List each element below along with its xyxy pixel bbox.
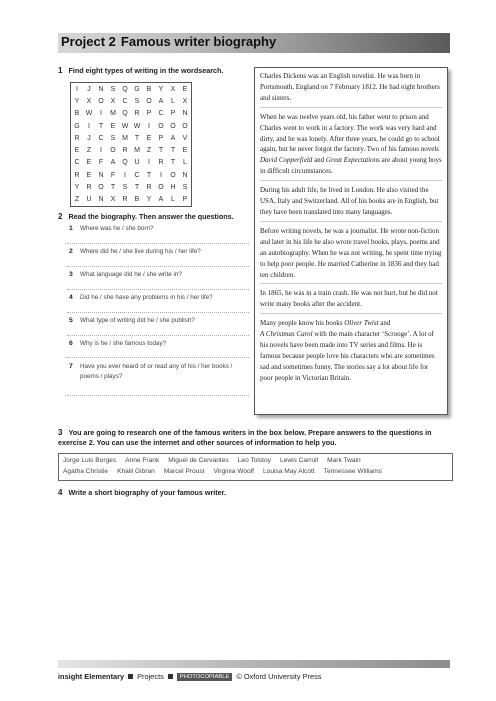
page-title	[61, 34, 276, 49]
wordsearch-letter[interactable]: T	[134, 134, 140, 142]
wordsearch-letter[interactable]: Z	[86, 147, 92, 155]
question-text: What type of writing did he / she publish?	[80, 317, 195, 324]
text-span: Many people know his books	[260, 319, 345, 328]
question-item[interactable]	[67, 336, 249, 358]
wordsearch-letter[interactable]: T	[146, 171, 152, 179]
book-title: Oliver Twist	[344, 319, 379, 328]
wordsearch-letter[interactable]: T	[134, 184, 140, 192]
wordsearch-letter[interactable]: F	[98, 159, 104, 167]
wordsearch-letter[interactable]: F	[110, 171, 116, 179]
question-text: Have you ever heard of or read any of his / her books / poems / plays?	[80, 363, 233, 380]
wordsearch-letter[interactable]: B	[134, 196, 140, 204]
writer-name: Lewis Carroll	[279, 457, 319, 464]
wordsearch-letter[interactable]: A	[110, 159, 116, 167]
wordsearch-row	[71, 157, 191, 169]
writer-name: Marcel Proust	[163, 468, 205, 475]
writers-box	[58, 453, 453, 481]
wordsearch-letter[interactable]: S	[110, 134, 116, 142]
wordsearch-letter[interactable]: I	[148, 159, 150, 167]
wordsearch-letter[interactable]: L	[171, 97, 175, 105]
wordsearch-letter[interactable]: Y	[146, 196, 152, 204]
biography-paragraph: Charles Dickens was an English novelist. He was born in Portsmouth, England on 7 February 1812. He had eight brothers and sisters.	[260, 71, 442, 108]
wordsearch-letter[interactable]: T	[170, 159, 176, 167]
wordsearch-letter[interactable]: G	[74, 122, 80, 130]
page-footer	[58, 672, 321, 681]
wordsearch-letter[interactable]: R	[122, 196, 128, 204]
wordsearch-letter[interactable]: E	[86, 171, 92, 179]
wordsearch-letter[interactable]: X	[86, 97, 92, 105]
footer-brand: insight Elementary	[58, 672, 125, 681]
footer-copyright: © Oxford University Press	[236, 672, 322, 681]
wordsearch-letter[interactable]: N	[98, 85, 104, 93]
square-bullet-icon	[128, 674, 133, 679]
wordsearch-letter[interactable]: P	[146, 110, 152, 118]
wordsearch-letter[interactable]: Y	[158, 85, 164, 93]
wordsearch-letter[interactable]: E	[182, 85, 188, 93]
writer-name: Khalil Gibran	[117, 468, 155, 475]
wordsearch-letter[interactable]: T	[170, 147, 176, 155]
wordsearch-letter[interactable]: C	[122, 97, 128, 105]
question-number: 2	[69, 248, 73, 255]
writer-name: Anne Frank	[125, 457, 160, 464]
wordsearch-letter[interactable]: R	[146, 184, 152, 192]
instruction-text: Read the biography. Then answer the questions.	[68, 212, 234, 221]
question-text: Where did he / she live during his / her life?	[80, 248, 201, 255]
wordsearch-letter[interactable]: L	[183, 159, 187, 167]
wordsearch-row	[71, 144, 191, 156]
question-item[interactable]	[67, 244, 249, 267]
text-span: and	[378, 319, 391, 328]
wordsearch-row	[71, 95, 191, 107]
wordsearch-letter[interactable]: I	[160, 171, 162, 179]
wordsearch-letter[interactable]: X	[110, 196, 116, 204]
writers-row	[63, 468, 448, 479]
wordsearch-letter[interactable]: N	[98, 171, 104, 179]
wordsearch-letter[interactable]: P	[158, 134, 164, 142]
wordsearch-letter[interactable]: Q	[122, 85, 128, 93]
question-number: 5	[69, 317, 73, 324]
wordsearch-letter[interactable]: O	[98, 97, 104, 105]
wordsearch-row	[71, 108, 191, 120]
wordsearch-letter[interactable]: U	[86, 196, 92, 204]
question-item[interactable]	[67, 313, 249, 336]
question-item[interactable]	[67, 358, 249, 396]
wordsearch-letter[interactable]: X	[110, 97, 116, 105]
wordsearch-letter[interactable]: B	[146, 85, 152, 93]
wordsearch-letter[interactable]: Q	[122, 110, 128, 118]
wordsearch-grid[interactable]	[70, 82, 192, 207]
wordsearch-letter[interactable]: R	[134, 110, 140, 118]
question-text: Did he / she have any problems in his / her life?	[80, 294, 213, 301]
exercise-number: 1	[58, 66, 63, 75]
wordsearch-letter[interactable]: I	[124, 171, 126, 179]
biography-paragraph: Before writing novels, he was a journalist. He wrote non-fiction and later in his life he also wrote travel books, plays, poems and an autobiography. When he was not writing, he spent time trying to help poor people. He married Catherine in 1836 and they had ten children.	[260, 226, 442, 285]
wordsearch-letter[interactable]: N	[182, 110, 188, 118]
wordsearch-letter[interactable]: I	[76, 85, 78, 93]
question-number: 6	[69, 340, 73, 347]
wordsearch-letter[interactable]: O	[170, 171, 176, 179]
project-title: Famous writer biography	[120, 34, 277, 49]
wordsearch-letter[interactable]: H	[170, 184, 176, 192]
question-text: What language did he / she write in?	[80, 271, 182, 278]
exercise-3-instruction	[58, 428, 453, 448]
writer-name: Louisa May Alcott	[262, 468, 315, 475]
writer-name: Agatha Christie	[63, 468, 109, 475]
question-item[interactable]	[67, 290, 249, 313]
wordsearch-letter[interactable]: S	[182, 184, 188, 192]
wordsearch-letter[interactable]: S	[110, 85, 116, 93]
wordsearch-letter[interactable]: O	[182, 122, 188, 130]
writer-name: Miguel de Cervantes	[168, 457, 229, 464]
biography-paragraph	[260, 318, 442, 386]
wordsearch-letter[interactable]: E	[110, 122, 116, 130]
wordsearch-letter[interactable]: X	[170, 85, 176, 93]
wordsearch-letter[interactable]: E	[86, 159, 92, 167]
footer-section: Projects	[137, 672, 164, 681]
wordsearch-letter[interactable]: A	[158, 97, 164, 105]
exercise-1-instruction	[58, 66, 223, 75]
exercise-2-instruction	[58, 212, 234, 221]
wordsearch-letter[interactable]: I	[88, 122, 90, 130]
photocopiable-badge: PHOTOCOPIABLE	[177, 673, 233, 681]
wordsearch-letter[interactable]: T	[98, 122, 104, 130]
wordsearch-letter[interactable]: C	[158, 110, 164, 118]
wordsearch-letter[interactable]: T	[110, 184, 116, 192]
wordsearch-letter[interactable]: O	[146, 97, 152, 105]
footer-band	[58, 660, 450, 668]
wordsearch-row	[71, 194, 191, 206]
wordsearch-letter[interactable]: I	[100, 147, 102, 155]
wordsearch-letter[interactable]: L	[171, 196, 175, 204]
wordsearch-letter[interactable]: O	[158, 184, 164, 192]
text-span: and	[312, 156, 326, 165]
wordsearch-letter[interactable]: U	[134, 159, 140, 167]
wordsearch-row	[71, 83, 191, 95]
book-title: David Copperfield	[260, 156, 313, 165]
instruction-text: Write a short biography of your famous writer.	[68, 488, 227, 497]
biography-text-box	[254, 67, 448, 415]
instruction-text: You are going to research one of the famous writers in the box below. Prepare answers to the questions in exercise 2. You can use the internet and other sources of information to help you.	[58, 428, 432, 447]
wordsearch-letter[interactable]: R	[122, 147, 128, 155]
instruction-text: Find eight types of writing in the wordsearch.	[68, 66, 224, 75]
wordsearch-letter[interactable]: S	[134, 97, 140, 105]
wordsearch-letter[interactable]: Q	[122, 159, 128, 167]
wordsearch-letter[interactable]: G	[134, 85, 140, 93]
wordsearch-letter[interactable]: N	[98, 196, 104, 204]
writer-name: Jorge Luis Borges	[63, 457, 117, 464]
question-number: 1	[69, 225, 73, 232]
biography-paragraph: In 1865, he was in a train crash. He was not hurt, but he did not write many books after the accident.	[260, 288, 442, 314]
wordsearch-letter[interactable]: W	[121, 122, 129, 130]
wordsearch-letter[interactable]: B	[74, 110, 80, 118]
wordsearch-letter[interactable]: O	[158, 122, 164, 130]
writer-name: Leo Tolstoy	[237, 457, 271, 464]
wordsearch-letter[interactable]: E	[146, 134, 152, 142]
wordsearch-row	[71, 181, 191, 193]
wordsearch-letter[interactable]: I	[148, 122, 150, 130]
exercise-number: 3	[58, 428, 63, 437]
wordsearch-letter[interactable]: A	[158, 196, 164, 204]
exercise-4-instruction	[58, 488, 226, 497]
writers-row	[63, 457, 448, 468]
wordsearch-row	[71, 169, 191, 181]
wordsearch-letter[interactable]: R	[74, 134, 80, 142]
text-span: with the main character ‘Scrooge’. A lot of his novels have been made into TV series and films. He is famous because people love his characters who are sometimes sad and sometimes funny. The stories say a lot about life for poor people in Victorian Britain.	[260, 330, 435, 382]
wordsearch-letter[interactable]: C	[134, 171, 140, 179]
wordsearch-letter[interactable]: J	[87, 134, 91, 142]
question-text: Why is he / she famous today?	[80, 340, 167, 347]
wordsearch-letter[interactable]: X	[182, 97, 188, 105]
book-title: Great Expectations	[325, 156, 380, 165]
wordsearch-letter[interactable]: W	[133, 122, 141, 130]
wordsearch-letter[interactable]: Y	[74, 97, 80, 105]
wordsearch-letter[interactable]: N	[182, 171, 188, 179]
wordsearch-letter[interactable]: C	[98, 134, 104, 142]
wordsearch-letter[interactable]: O	[98, 184, 104, 192]
wordsearch-letter[interactable]: Z	[74, 196, 80, 204]
exercise-number: 4	[58, 488, 63, 497]
wordsearch-letter[interactable]: M	[134, 147, 140, 155]
biography-paragraph: During his adult life, he lived in London. He also visited the USA, Italy and Switzerland. All of his books are in English, but they have been translated into many languages.	[260, 185, 442, 222]
wordsearch-letter[interactable]: R	[74, 171, 80, 179]
biography-paragraph	[260, 112, 442, 181]
question-number: 7	[69, 363, 73, 370]
wordsearch-letter[interactable]: Y	[74, 184, 80, 192]
question-item[interactable]	[67, 267, 249, 290]
book-title: A Christmas Carol	[260, 330, 313, 339]
page-header	[58, 33, 450, 53]
wordsearch-letter[interactable]: P	[170, 110, 176, 118]
wordsearch-row	[71, 132, 191, 144]
wordsearch-letter[interactable]: J	[87, 85, 91, 93]
wordsearch-letter[interactable]: S	[122, 184, 128, 192]
question-number: 3	[69, 271, 73, 278]
wordsearch-letter[interactable]: E	[182, 147, 188, 155]
square-bullet-icon	[168, 674, 173, 679]
question-text: Where was he / she born?	[80, 225, 154, 232]
wordsearch-letter[interactable]: R	[158, 159, 164, 167]
wordsearch-letter[interactable]: Z	[146, 147, 152, 155]
wordsearch-letter[interactable]: V	[182, 134, 188, 142]
exercise-number: 2	[58, 212, 63, 221]
wordsearch-letter[interactable]: E	[74, 147, 80, 155]
project-label: Project 2	[61, 34, 116, 49]
writer-name: Virginia Woolf	[213, 468, 254, 475]
text-span: are about young boys in difficult circumstances.	[260, 156, 442, 176]
wordsearch-letter[interactable]: R	[86, 184, 92, 192]
wordsearch-row	[71, 120, 191, 132]
question-list	[67, 222, 249, 396]
text-span: When he was twelve years old, his father went to prison and Charles went to work in a factory. The work was very hard and dirty, and he was lonely. After three years, he could go to school again, but he never forgot the factory. Two of his famous novels	[260, 112, 440, 154]
wordsearch-letter[interactable]: O	[110, 147, 116, 155]
question-number: 4	[69, 294, 73, 301]
wordsearch-letter[interactable]: A	[170, 134, 176, 142]
wordsearch-letter[interactable]: I	[100, 110, 102, 118]
wordsearch-letter[interactable]: T	[158, 147, 164, 155]
question-item[interactable]	[67, 222, 249, 244]
writer-name: Mark Twain	[327, 457, 361, 464]
writer-name: Tennessee Williams	[323, 468, 382, 475]
wordsearch-letter[interactable]: O	[170, 122, 176, 130]
wordsearch-letter[interactable]: C	[74, 159, 80, 167]
wordsearch-letter[interactable]: M	[110, 110, 116, 118]
wordsearch-letter[interactable]: W	[85, 110, 93, 118]
wordsearch-letter[interactable]: P	[182, 196, 188, 204]
wordsearch-letter[interactable]: M	[122, 134, 128, 142]
